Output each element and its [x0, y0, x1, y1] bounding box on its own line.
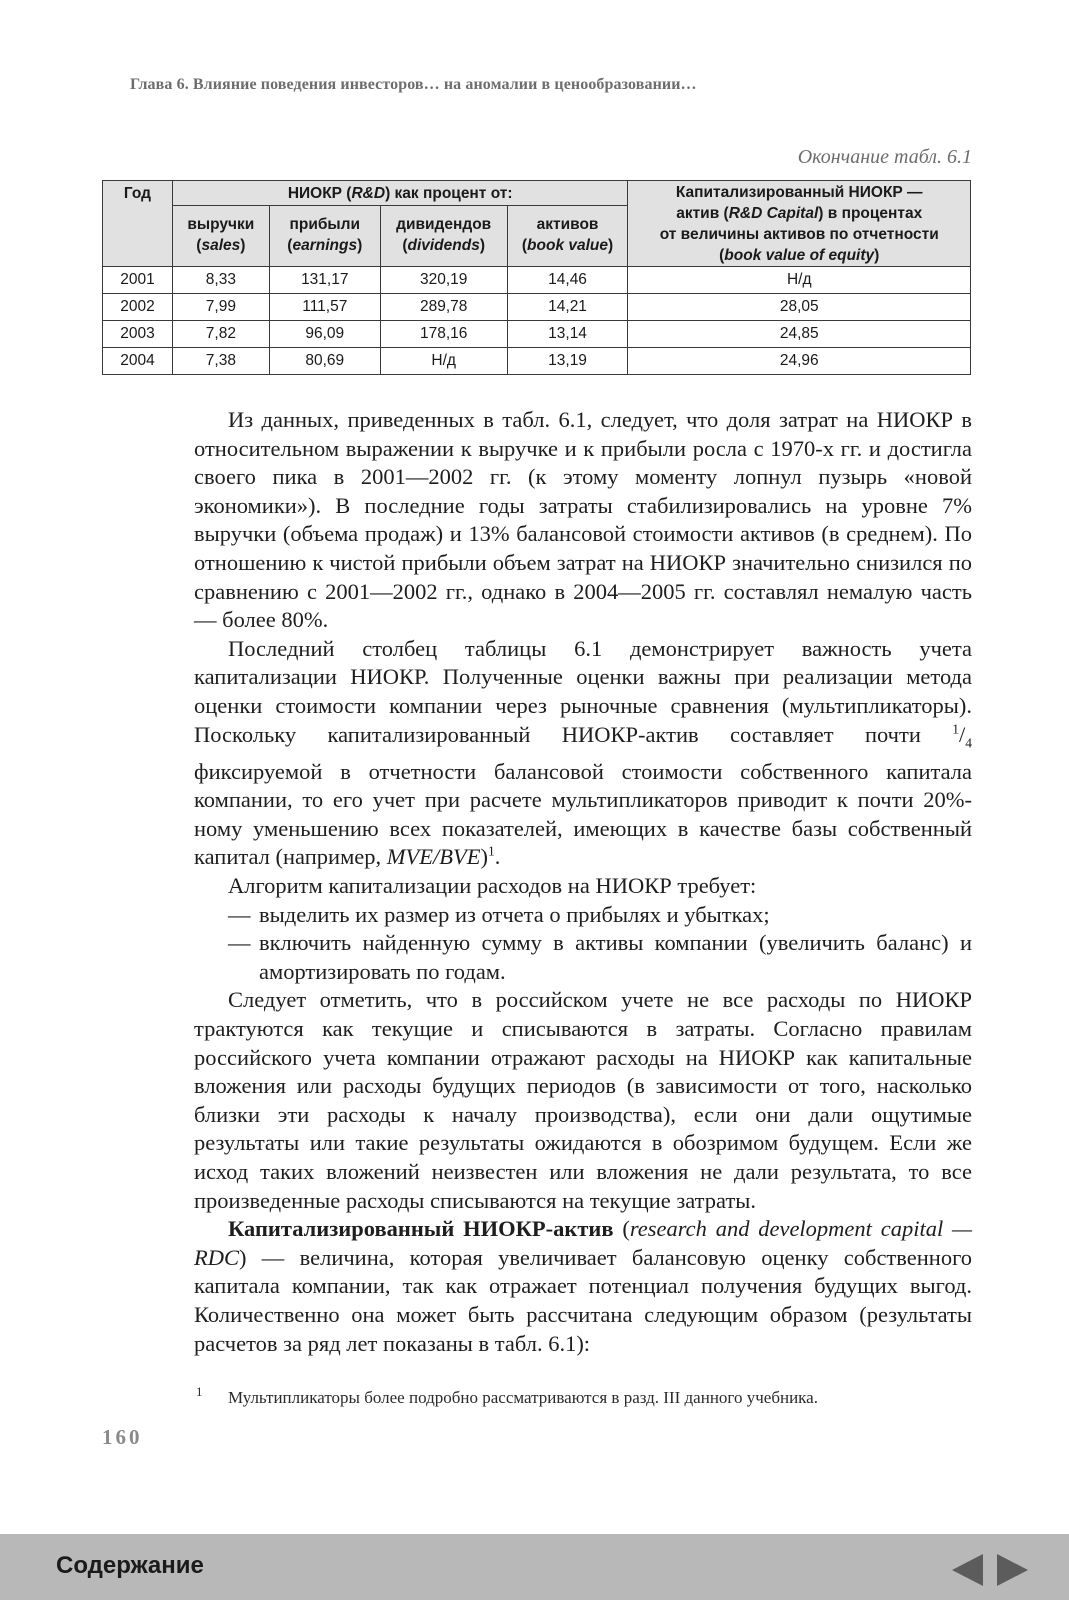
table-caption: Окончание табл. 6.1: [797, 146, 972, 168]
table-cell: 24,85: [628, 321, 971, 348]
bottom-navigation-bar: [0, 1534, 1069, 1600]
paragraph-capitalization-importance: Последний столбец таблицы 6.1 демонстрирует важность учета капитализации НИОКР. Полученные оценки важны при реализации метода оценки стоимости компании через рыночные сравнения (мультипликаторы). Поскольку капитализированный НИОКР-актив составляет почти $^1/_4$ фиксируемой в отчетности балансовой стоимости собственного капитала компании, то его учет при расчете мультипликаторов приводит к почти 20%-ному уменьшению всех показателей, имеющих в качестве базы собственный капитал (например, MVE/BVE)$^1$.: [194, 635, 972, 870]
table-cell: Н/д: [628, 267, 971, 294]
table-cell: 14,21: [507, 294, 628, 321]
table-cell: 80,69: [269, 348, 380, 375]
list-item: — включить найденную сумму в активы компании (увеличить баланс) и амортизировать по годам.: [228, 930, 972, 984]
subheader-sales: выручки (sales): [172, 206, 269, 267]
data-table: [102, 180, 971, 375]
header-rd-capital: Капитализированный НИОКР — актив (R&D Capital) в процентах от величины активов по отчетности (book value of equity): [628, 181, 971, 267]
table-cell: 2003: [103, 321, 173, 348]
table-row: [103, 348, 971, 375]
footnote-ref[interactable]: 1: [488, 843, 495, 859]
table-cell: 7,99: [172, 294, 269, 321]
table-cell: 289,78: [380, 294, 507, 321]
table-row: [103, 294, 971, 321]
header-rd-percent: НИОКР (R&D) как процент от:: [172, 181, 628, 206]
table-cell: Н/д: [380, 348, 507, 375]
running-head: Глава 6. Влияние поведения инвесторов… на аномалии в ценообразовании…: [130, 76, 697, 93]
table-cell: 178,16: [380, 321, 507, 348]
table-cell: 7,38: [172, 348, 269, 375]
body-text: [194, 406, 972, 1358]
table-cell: 8,33: [172, 267, 269, 294]
table-cell: 2001: [103, 267, 173, 294]
triangle-right-icon[interactable]: [997, 1554, 1028, 1586]
subheader-dividends: дивидендов (dividends): [380, 206, 507, 267]
table-cell: 7,82: [172, 321, 269, 348]
table-cell: 96,09: [269, 321, 380, 348]
subheader-book-value: активов (book value): [507, 206, 628, 267]
header-year: Год: [103, 181, 173, 267]
footnote-mark: 1: [196, 1384, 203, 1399]
subheader-earnings: прибыли (earnings): [269, 206, 380, 267]
paragraph-rd-trends: Из данных, приведенных в табл. 6.1, следует, что доля затрат на НИОКР в относительном выражении к выручке и к прибыли росла с 1970-х гг. и достигла своего пика в 2001—2002 гг. (к этому моменту лопнул пузырь «новой экономики»). В последние годы затраты стабилизировались на уровне 7% выручки (объема продаж) и 13% балансовой стоимости активов (в среднем). По отношению к чистой прибыли объем затрат на НИОКР значительно снизился по сравнению с 2001—2002 гг., однако в 2004—2005 гг. составлял немалую часть — более 80%.: [194, 407, 972, 633]
table-cell: 28,05: [628, 294, 971, 321]
paragraph-russian-accounting: Следует отметить, что в российском учете не все расходы по НИОКР трактуются как текущие и списываются в затраты. Согласно правилам российского учета компании отражают расходы на НИОКР как капитальные вложения или расходы будущих периодов (в зависимости от того, насколько близки эти расходы к началу производства), если они дали ощутимые результаты или такие результаты ожидаются в обозримом будущем. Если же исход таких вложений неизвестен или вложения не дали результата, то все произведенные расходы списываются на текущие затраты.: [194, 987, 972, 1213]
table-cell: 320,19: [380, 267, 507, 294]
list-item: — выделить их размер из отчета о прибылях и убытках;: [228, 901, 770, 927]
table-header-row: [103, 181, 971, 206]
paragraph-algorithm: Алгоритм капитализации расходов на НИОКР требует:: [228, 873, 757, 898]
footnote-text: Мультипликаторы более подробно рассматриваются в разд. III данного учебника.: [228, 1388, 818, 1407]
table-of-contents-link[interactable]: Содержание: [56, 1552, 204, 1579]
table-cell: 111,57: [269, 294, 380, 321]
triangle-left-icon[interactable]: [952, 1554, 983, 1586]
table-cell: 24,96: [628, 348, 971, 375]
paragraph-rdc-definition: Капитализированный НИОКР-актив (research and development capital — RDC) — величина, которая увеличивает балансовую оценку собственного капитала компании, так как отражает потенциал получения будущих выгод. Количественно она может быть рассчитана следующим образом (результаты расчетов за ряд лет показаны в табл. 6.1):: [194, 1216, 972, 1356]
table-cell: 2004: [103, 348, 173, 375]
table-row: [103, 267, 971, 294]
table-cell: 14,46: [507, 267, 628, 294]
table-cell: 13,19: [507, 348, 628, 375]
table-cell: 13,14: [507, 321, 628, 348]
table-cell: 2002: [103, 294, 173, 321]
table-row: [103, 321, 971, 348]
table-cell: 131,17: [269, 267, 380, 294]
page-number: 160: [102, 1425, 143, 1449]
